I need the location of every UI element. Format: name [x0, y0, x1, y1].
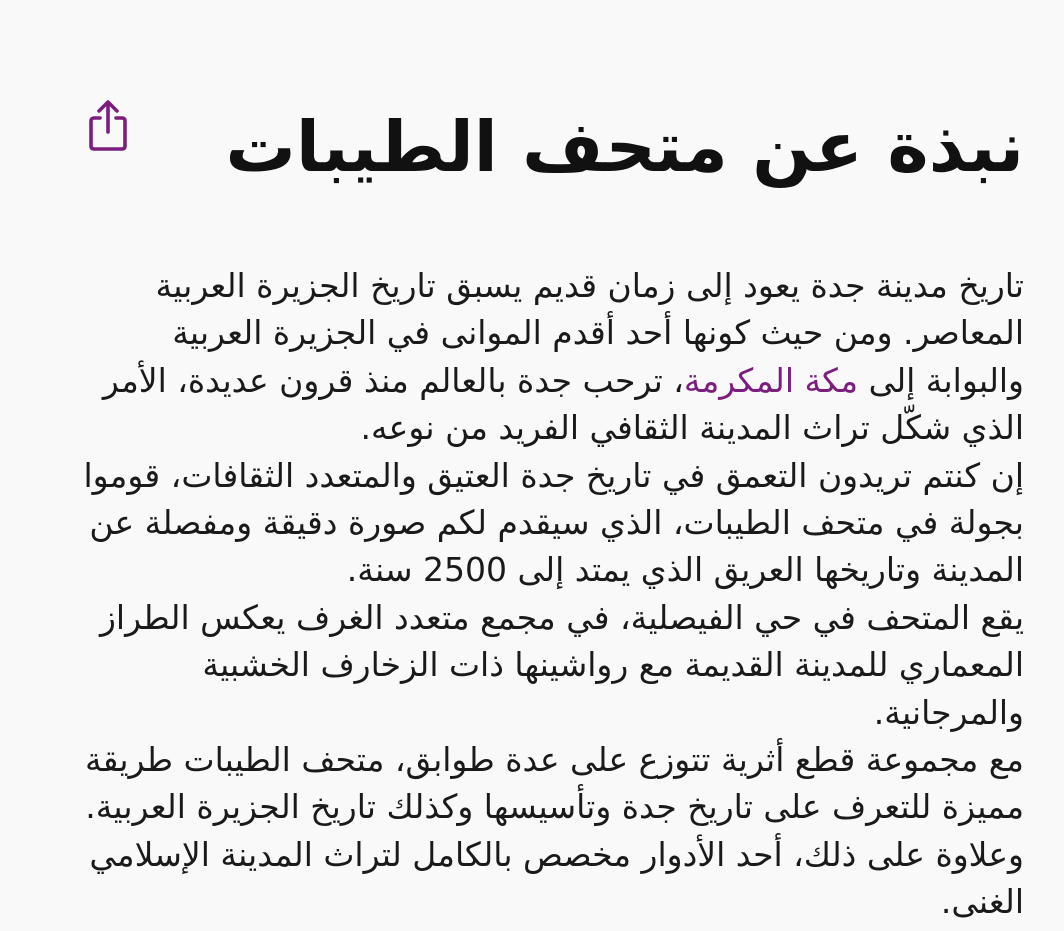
article-body	[70, 262, 1024, 926]
page-header	[40, 92, 1024, 202]
paragraph-collection: مع مجموعة قطع أثرية تتوزع على عدة طوابق، متحف الطيبات طريقة مميزة للتعرف على تاريخ جدة وتأسيسها وكذلك تاريخ الجزيرة العربية. وعلاوة على ذلك، أحد الأدوار مخصص بالكامل لتراث المدينة الإسلامي الغنى.	[84, 740, 1024, 922]
share-icon	[84, 98, 132, 152]
paragraph-location: يقع المتحف في حي الفيصلية، في مجمع متعدد الغرف يعكس الطراز المعماري للمدينة القديمة مع رواشينها ذات الزخارف الخشبية والمرجانية.	[100, 597, 1024, 732]
paragraph-text: ، ترحب جدة بالعالم منذ قرون عديدة، الأمر الذي شكّل تراث المدينة الثقافي الفريد من نوعه.	[102, 360, 1024, 448]
makkah-link[interactable]: مكة المكرمة	[683, 360, 859, 400]
share-button[interactable]	[84, 98, 132, 152]
paragraph-history	[70, 262, 1024, 452]
paragraph-text: تاريخ مدينة جدة يعود إلى زمان قديم يسبق تاريخ الجزيرة العربية المعاصر. ومن حيث كونها أحد أقدم الموانى في الجزيرة العربية والبوابة إلى	[155, 266, 1024, 400]
paragraph-tour: إن كنتم تريدون التعمق في تاريخ جدة العتيق والمتعدد الثقافات، قوموا بجولة في متحف الطيبات، الذي سيقدم لكم صورة دقيقة ومفصلة عن المدينة وتاريخها العريق الذي يمتد إلى 2500 سنة.	[83, 455, 1024, 590]
page-title: نبذة عن متحف الطيبات	[225, 106, 1024, 188]
